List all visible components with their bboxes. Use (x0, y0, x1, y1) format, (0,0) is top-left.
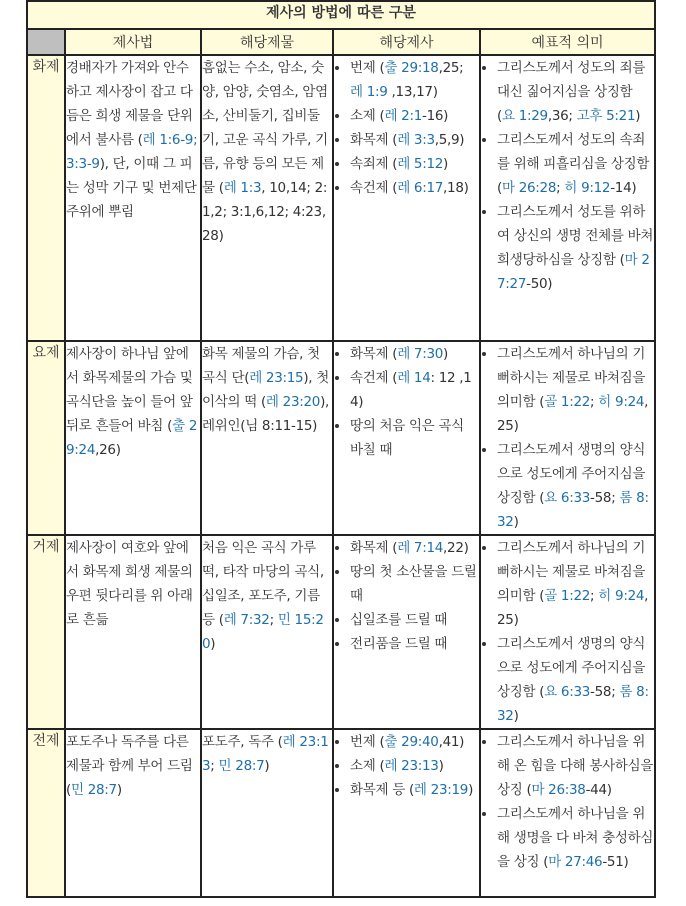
text-segment: -44) (585, 782, 612, 798)
offerings-cell (201, 729, 333, 897)
text-segment: ,26) (95, 442, 121, 458)
text-segment: 소제 ( (350, 758, 385, 774)
header-row (27, 29, 655, 55)
text-segment: 그리스도께서 하나님의 기뻐하시는 제물로 바쳐짐을 의미함 ( (497, 346, 646, 410)
text-segment: -51) (602, 854, 629, 870)
table-row (27, 55, 655, 341)
text-segment: 처음 익은 곡식 가루떡, 타작 마당의 곡식, 십일조, 포도주, 기름 등 ( (202, 540, 324, 628)
scripture-link[interactable]: 출 29:18 (384, 60, 439, 76)
row-label: 거제 (27, 535, 65, 729)
text-segment: 그리스도께서 생명의 양식으로 성도에게 주어지심을 상징함 ( (497, 442, 646, 506)
scripture-link[interactable]: 요 1:29 (501, 108, 548, 124)
sacrifice-list (334, 730, 479, 802)
text-segment: ) (116, 782, 122, 798)
header-offerings: 해당제물 (201, 29, 333, 55)
sacrifices-cell (333, 341, 480, 535)
scripture-link[interactable]: 롬 8:32 (497, 684, 649, 724)
text-segment: -58; (590, 490, 620, 506)
scripture-link[interactable]: 민 15:20 (202, 612, 324, 652)
table-row (27, 341, 655, 535)
header-meaning: 예표적 의미 (480, 29, 655, 55)
scripture-link[interactable]: 롬 8:32 (497, 490, 649, 530)
text-segment: 그리스도께서 하나님을 위해 생명을 다 바쳐 충성하심을 상징 ( (497, 806, 654, 870)
text-segment: ,5,9) (434, 132, 465, 148)
scripture-link[interactable]: 레 1:9 (350, 84, 388, 100)
sacrifice-method-table (26, 0, 656, 898)
scripture-link[interactable]: 골 1:22 (544, 588, 591, 604)
text-segment: 번제 ( (350, 60, 385, 76)
scripture-link[interactable]: 민 28:7 (70, 782, 117, 798)
scripture-link[interactable]: 레 23:13 (202, 734, 329, 774)
text-segment: 화목제 ( (350, 132, 398, 148)
list-item (350, 104, 479, 128)
text-segment: ; (556, 180, 565, 196)
row-label: 요제 (27, 341, 65, 535)
text-segment: ) (443, 156, 449, 172)
text-segment: 화목제 ( (350, 540, 398, 556)
method-cell (65, 341, 201, 535)
text-segment: 그리스도께서 성도를 위하여 상신의 생명 전체를 바쳐 희생당하심을 상징함 ( (497, 204, 654, 268)
scripture-link[interactable]: 마 26:28 (501, 180, 557, 196)
scripture-link[interactable]: 레 1:3 (223, 180, 262, 196)
list-item (497, 802, 654, 874)
text-segment: : 12 ,14) (350, 370, 472, 410)
text-segment: -58; (590, 684, 620, 700)
list-item (350, 730, 479, 754)
text-segment: ), 레위인(님 8:11-15) (202, 394, 330, 434)
method-cell (65, 55, 201, 341)
text-segment: 그리스도께서 성도의 속죄를 위해 피흘리심을 상징함 ( (497, 132, 650, 196)
text-segment: ) (513, 514, 519, 530)
list-item (350, 128, 479, 152)
scripture-link[interactable]: 마 26:38 (531, 782, 586, 798)
scripture-link[interactable]: 히 9:12 (564, 180, 611, 196)
meaning-list (481, 536, 654, 728)
offerings-cell (201, 341, 333, 535)
text-segment: ; (210, 758, 219, 774)
text-segment: 흠없는 수소, 암소, 숫양, 암양, 숫염소, 암염소, 산비둘기, 집비둘기, 고운 곡식 가루, 기름, 유향 등의 모든 제물 ( (202, 60, 328, 196)
list-item (497, 536, 654, 632)
text-segment: ; (590, 394, 599, 410)
sacrifices-cell (333, 729, 480, 897)
header-method: 제사법 (65, 29, 201, 55)
list-item (350, 632, 479, 656)
scripture-link[interactable]: 요 6:33 (544, 490, 591, 506)
text-segment: ,25; (438, 60, 464, 76)
text-segment: 속건제 ( (350, 370, 398, 386)
meaning-cell (480, 55, 655, 341)
list-item (350, 342, 479, 366)
text-segment: ,18) (443, 180, 469, 196)
list-item (350, 152, 479, 176)
scripture-link[interactable]: 골 1:22 (544, 394, 591, 410)
text-segment: ,25) (497, 588, 649, 628)
text-segment: 땅의 첫 소산물을 드릴 때 (350, 564, 477, 604)
text-segment: ), 첫 이삭의 떡 ( (202, 370, 330, 410)
scripture-link[interactable]: 민 28:7 (218, 758, 265, 774)
scripture-link[interactable]: 레 6:17 (397, 180, 444, 196)
meaning-list (481, 342, 654, 534)
scripture-link[interactable]: 출 29:24 (66, 418, 198, 458)
list-item (497, 200, 654, 296)
text-segment: ), 단, 이때 그 피는 성막 기구 및 번제단 주위에 뿌림 (66, 156, 197, 220)
text-segment: ) (438, 758, 444, 774)
text-segment: ,22) (443, 540, 469, 556)
text-segment: 전리품을 드릴 때 (350, 636, 448, 652)
list-item (497, 632, 654, 728)
text-segment: ,41) (438, 734, 465, 750)
scripture-link[interactable]: 요 6:33 (544, 684, 591, 700)
list-item (497, 56, 654, 128)
sacrifices-cell (333, 535, 480, 729)
scripture-link[interactable]: 고후 5:21 (576, 108, 636, 124)
text-segment: 제사장이 하나님 앞에서 화목제물의 가슴 및 곡식단을 높이 들어 앞뒤로 흔들어 바침 ( (66, 346, 193, 434)
list-item (497, 128, 654, 200)
text-segment: 제사장이 여호와 앞에서 화목제 희생 제물의 우편 뒷다리를 위 아래로 흔듦 (66, 540, 193, 628)
meaning-cell (480, 341, 655, 535)
text-segment: -14) (610, 180, 637, 196)
text-segment: ,36; (547, 108, 577, 124)
scripture-link[interactable]: 마 27:27 (497, 252, 650, 292)
scripture-link[interactable]: 레 23:19 (413, 782, 469, 798)
scripture-link[interactable]: 레 23:13 (384, 758, 439, 774)
scripture-link[interactable]: 레 7:30 (397, 346, 444, 362)
text-segment: 그리스도께서 하나님을 위해 온 힘을 다해 봉사하심을 상징 ( (497, 734, 654, 798)
scripture-link[interactable]: 레 3:3 (397, 132, 435, 148)
method-cell (65, 535, 201, 729)
text-segment: 화목제 등 ( (350, 782, 414, 798)
scripture-link[interactable]: 레 23:15 (249, 370, 304, 386)
text-segment: ) (210, 636, 216, 652)
text-segment: 그리스도께서 생명의 양식으로 성도에게 주어지심을 상징함 ( (497, 636, 646, 700)
text-segment: ) (443, 346, 449, 362)
text-segment: ) (468, 782, 474, 798)
text-segment: ) (635, 108, 641, 124)
list-item (350, 536, 479, 560)
list-item (350, 366, 479, 414)
text-segment: -16) (422, 108, 449, 124)
meaning-cell (480, 729, 655, 897)
list-item (497, 730, 654, 802)
text-segment: 포도주, 독주 ( (202, 734, 283, 750)
table-row (27, 535, 655, 729)
header-sacrifices: 해당제사 (333, 29, 480, 55)
list-item (497, 438, 654, 534)
scripture-link[interactable]: 레 1:6-9; 3:3-9 (66, 132, 198, 172)
table-body (27, 55, 655, 897)
scripture-link[interactable]: 레 23:20 (265, 394, 321, 410)
list-item (350, 560, 479, 608)
meaning-list (481, 730, 654, 874)
text-segment: 소제 ( (350, 108, 385, 124)
scripture-link[interactable]: 출 29:40 (384, 734, 439, 750)
text-segment: , 10,14; 2:1,2; 3:1,6,12; 4:23,28) (202, 180, 328, 244)
list-item (350, 754, 479, 778)
corner-cell (27, 29, 65, 55)
text-segment: 십일조를 드릴 때 (350, 612, 448, 628)
row-label: 화제 (27, 55, 65, 341)
text-segment: -50) (526, 276, 553, 292)
list-item (350, 608, 479, 632)
list-item (350, 778, 479, 802)
scripture-link[interactable]: 레 7:32 (223, 612, 270, 628)
text-segment: 포도주나 독주를 다른 제물과 함께 부어 드림 ( (66, 734, 193, 798)
sacrifice-list (334, 342, 479, 462)
scripture-link[interactable]: 레 7:14 (397, 540, 444, 556)
scripture-link[interactable]: 마 27:46 (548, 854, 603, 870)
text-segment: 번제 ( (350, 734, 385, 750)
sacrifices-cell (333, 55, 480, 341)
meaning-cell (480, 535, 655, 729)
text-segment: 그리스도께서 성도의 죄를 대신 짊어지심을 상징함 ( (497, 60, 646, 124)
text-segment: ) (513, 708, 519, 724)
list-item (497, 342, 654, 438)
scripture-link[interactable]: 레 14 (397, 370, 431, 386)
text-segment: 속죄제 ( (350, 156, 398, 172)
text-segment: 화목 제물의 가슴, 첫 곡식 단( (202, 346, 320, 386)
text-segment: 땅의 처음 익은 곡식 바칠 때 (350, 418, 464, 458)
text-segment: ; (590, 588, 599, 604)
offerings-cell (201, 535, 333, 729)
meaning-list (481, 56, 654, 296)
method-cell (65, 729, 201, 897)
text-segment: 경배자가 가져와 안수하고 제사장이 잡고 다듬은 희생 제물을 단위에서 불사름 ( (66, 60, 193, 148)
text-segment: ,25) (497, 394, 649, 434)
list-item (350, 414, 479, 462)
table-row (27, 729, 655, 897)
text-segment: 화목제 ( (350, 346, 398, 362)
text-segment: 그리스도께서 하나님의 기뻐하시는 제물로 바쳐짐을 의미함 ( (497, 540, 646, 604)
scripture-link[interactable]: 레 5:12 (397, 156, 444, 172)
scripture-link[interactable]: 레 2:1 (384, 108, 423, 124)
list-item (350, 176, 479, 200)
list-item (350, 56, 479, 104)
text-segment: 속건제 ( (350, 180, 398, 196)
sacrifice-list (334, 536, 479, 656)
offerings-cell (201, 55, 333, 341)
text-segment: ) (264, 758, 270, 774)
scripture-link[interactable]: 히 9:24 (598, 394, 645, 410)
sacrifice-list (334, 56, 479, 200)
text-segment: ; (269, 612, 278, 628)
row-label: 전제 (27, 729, 65, 897)
table-title: 제사의 방법에 따른 구분 (27, 1, 655, 29)
scripture-link[interactable]: 히 9:24 (598, 588, 645, 604)
text-segment: ,13,17) (387, 84, 438, 100)
